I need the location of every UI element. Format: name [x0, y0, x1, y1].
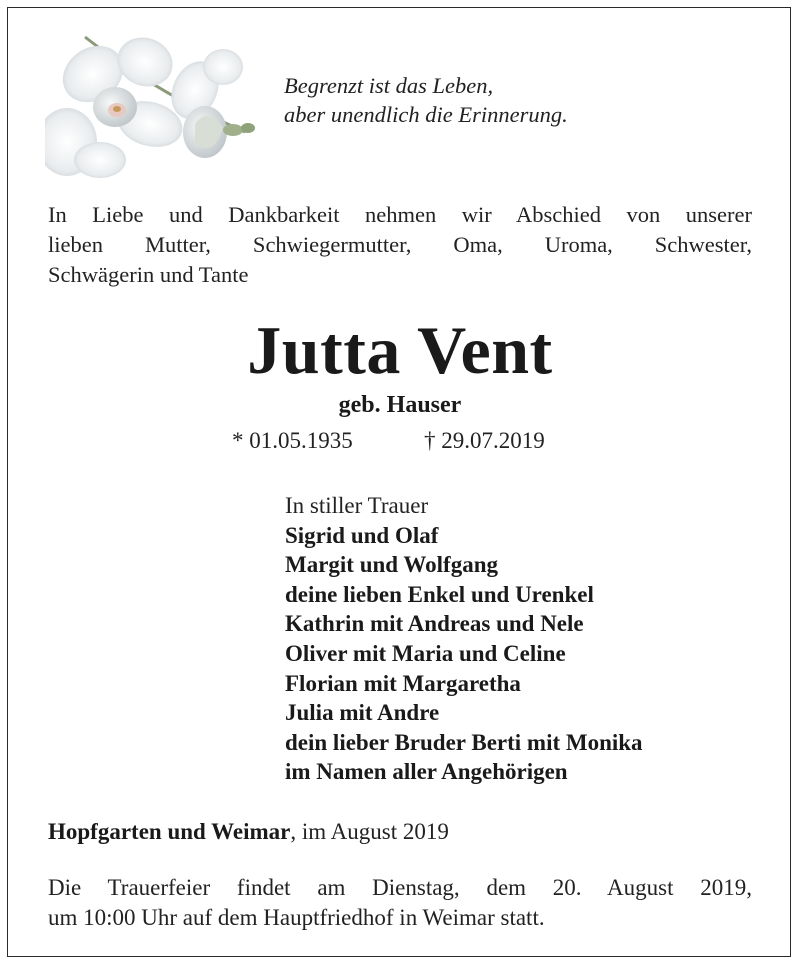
notice-date: , im August 2019: [290, 819, 449, 844]
mourners-list: [285, 491, 643, 787]
mourner-entry: Kathrin mit Andreas und Nele: [285, 611, 584, 637]
mourner-entry: Oliver mit Maria und Celine: [285, 640, 566, 666]
mourner-entry: Margit und Wolfgang: [285, 552, 498, 578]
motto-quote: [284, 71, 568, 129]
intro-line-3: Schwägerin und Tante: [48, 262, 249, 287]
birth-date: * 01.05.1935: [232, 428, 353, 453]
deceased-name: Jutta Vent: [247, 312, 553, 388]
mourner-entry: Julia mit Andre: [285, 700, 440, 726]
motto-line-2: aber unendlich die Erinnerung.: [284, 102, 568, 127]
place-and-date: [48, 817, 449, 847]
mourner-entry: Sigrid und Olaf: [285, 522, 439, 548]
death-date: † 29.07.2019: [424, 428, 545, 453]
mourner-entry: deine lieben Enkel und Urenkel: [285, 581, 594, 607]
service-line-2: um 10:00 Uhr auf dem Hauptfriedhof in Weimar statt.: [48, 905, 545, 930]
intro-line-1: In Liebe und Dankbarkeit nehmen wir Abschied von unserer: [48, 202, 752, 227]
intro-text: [48, 200, 752, 290]
motto-line-1: Begrenzt ist das Leben,: [284, 73, 494, 98]
intro-line-2: lieben Mutter, Schwiegermutter, Oma, Uroma, Schwester,: [48, 232, 752, 257]
birth-name: geb. Hauser: [338, 392, 462, 418]
mourner-entry: dein lieber Bruder Berti mit Monika: [285, 729, 643, 755]
orchid-image: [45, 32, 260, 180]
place-name: Hopfgarten und Weimar: [48, 819, 291, 844]
service-line-1: Die Trauerfeier findet am Dienstag, dem 20. August 2019,: [48, 875, 752, 900]
mourners-heading: In stiller Trauer: [285, 493, 429, 518]
mourner-entry: im Namen aller Angehörigen: [285, 759, 568, 785]
mourner-entry: Florian mit Margaretha: [285, 670, 521, 696]
funeral-service-info: [48, 873, 752, 933]
